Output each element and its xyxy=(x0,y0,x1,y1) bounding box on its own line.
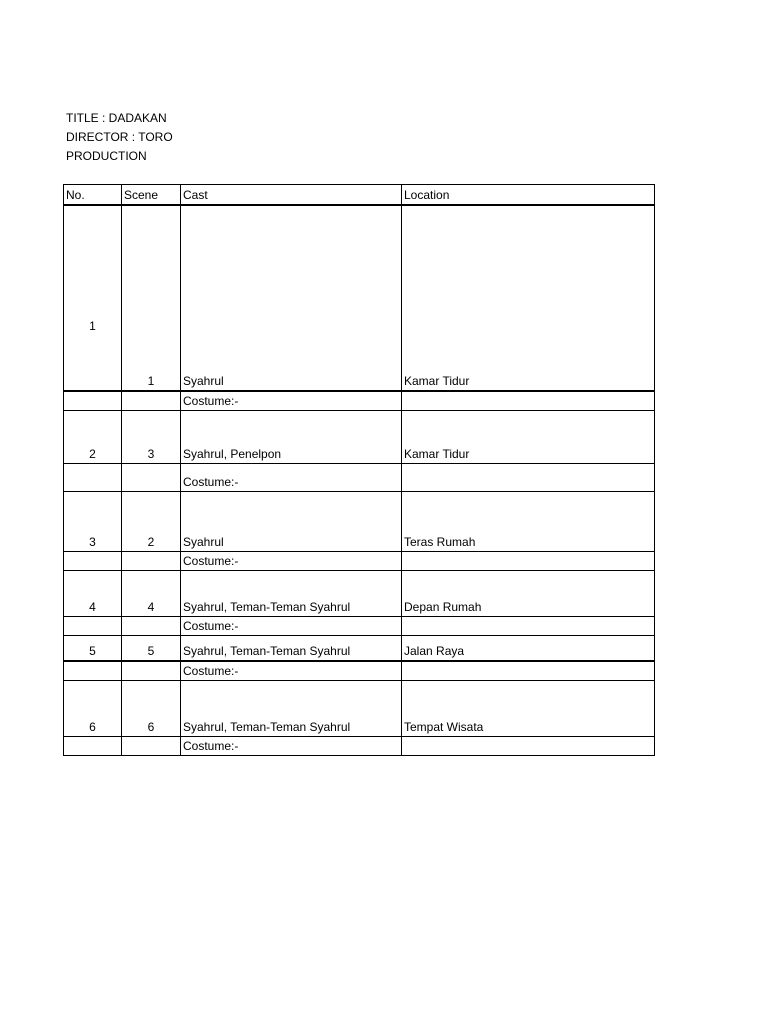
costume-cell: Costume:- xyxy=(181,464,402,492)
table-row xyxy=(64,492,655,552)
costume-cell: Costume:- xyxy=(181,391,402,411)
row-scene-cell: 4 xyxy=(122,571,181,617)
row-no-cell: 4 xyxy=(64,571,122,617)
column-header-scene: Scene xyxy=(122,185,181,206)
row-no-cell: 3 xyxy=(64,492,122,552)
director-line: DIRECTOR : TORO xyxy=(66,130,173,144)
row-scene-cell: 3 xyxy=(122,411,181,464)
row-cast-cell: Syahrul xyxy=(181,205,402,391)
row-scene-cell: 6 xyxy=(122,681,181,737)
row-location-cell: Depan Rumah xyxy=(402,571,655,617)
title-line: TITLE : DADAKAN xyxy=(66,111,167,125)
table-header-row xyxy=(64,185,655,206)
row-location-cell: Teras Rumah xyxy=(402,492,655,552)
costume-cell: Costume:- xyxy=(181,552,402,571)
row-location-cell: Kamar Tidur xyxy=(402,411,655,464)
costume-cell: Costume:- xyxy=(181,661,402,681)
costume-row xyxy=(64,552,655,571)
costume-row xyxy=(64,464,655,492)
production-line: PRODUCTION xyxy=(66,149,147,163)
row-no-cell: 2 xyxy=(64,411,122,464)
column-header-location: Location xyxy=(402,185,655,206)
costume-row xyxy=(64,617,655,636)
table-row xyxy=(64,411,655,464)
table-row xyxy=(64,636,655,662)
row-scene-cell: 2 xyxy=(122,492,181,552)
row-no-cell: 5 xyxy=(64,636,122,662)
row-scene-cell: 1 xyxy=(122,205,181,391)
table-row xyxy=(64,205,655,391)
table-row xyxy=(64,681,655,737)
costume-cell: Costume:- xyxy=(181,617,402,636)
row-no-cell: 6 xyxy=(64,681,122,737)
row-cast-cell: Syahrul, Teman-Teman Syahrul xyxy=(181,681,402,737)
shooting-schedule-table xyxy=(63,184,655,756)
row-location-cell: Jalan Raya xyxy=(402,636,655,662)
column-header-no: No. xyxy=(64,185,122,206)
row-cast-cell: Syahrul xyxy=(181,492,402,552)
costume-row xyxy=(64,661,655,681)
table-row xyxy=(64,571,655,617)
column-header-cast: Cast xyxy=(181,185,402,206)
document-header xyxy=(66,109,173,166)
row-no-cell: 1 xyxy=(64,205,122,391)
row-location-cell: Tempat Wisata xyxy=(402,681,655,737)
row-cast-cell: Syahrul, Teman-Teman Syahrul xyxy=(181,571,402,617)
costume-row xyxy=(64,391,655,411)
row-cast-cell: Syahrul, Teman-Teman Syahrul xyxy=(181,636,402,662)
row-cast-cell: Syahrul, Penelpon xyxy=(181,411,402,464)
row-location-cell: Kamar Tidur xyxy=(402,205,655,391)
row-scene-cell: 5 xyxy=(122,636,181,662)
costume-row xyxy=(64,737,655,756)
costume-cell: Costume:- xyxy=(181,737,402,756)
